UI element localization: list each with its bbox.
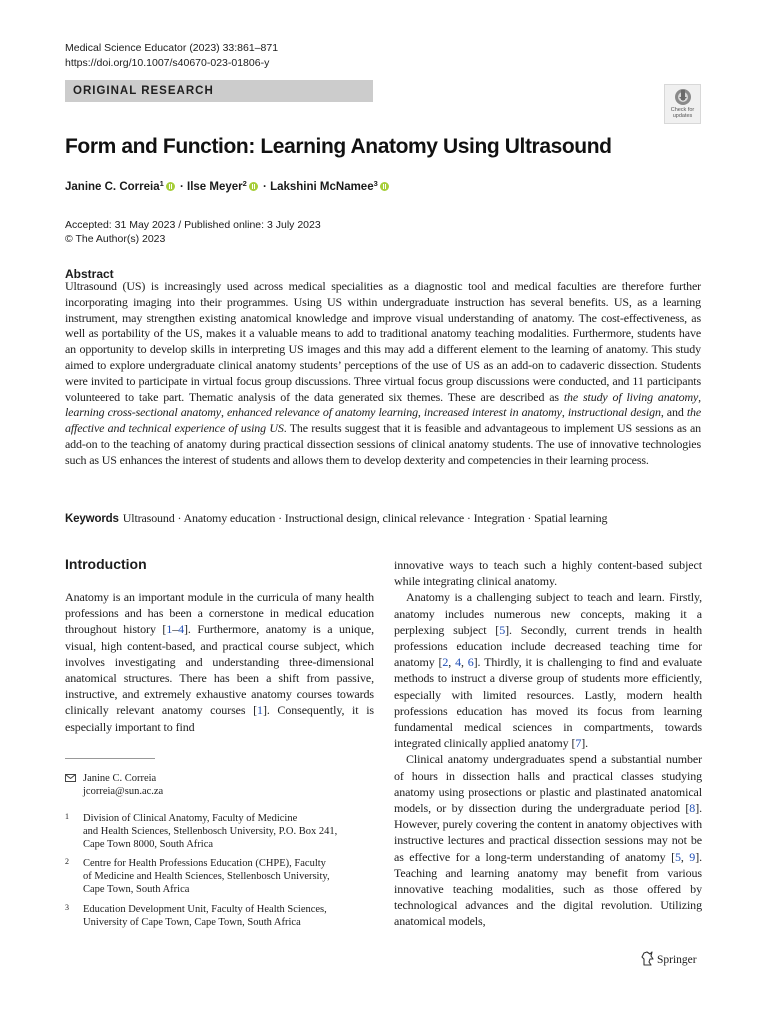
check-updates-icon (674, 88, 692, 106)
abstract-theme: the affective and technical experience of using US (65, 405, 702, 436)
affiliation-line: of Medicine and Health Sciences, Stellenbosch University, (83, 871, 330, 883)
affiliation-footnote (65, 812, 365, 852)
paragraph-text: ]. (581, 736, 589, 751)
correspondence-name: Janine C. Correia (83, 773, 157, 784)
article-dates (65, 218, 321, 246)
correspondence-footnote (65, 772, 365, 802)
paragraph-text: Clinical anatomy undergraduates spend a substantial number of hours in dissection halls and practical classes studying anatomy using prosections or plastic and plastinated anatomical models, or by dissection during the undergraduate period [ (394, 752, 702, 816)
affiliation-number: 1 (65, 812, 69, 821)
check-for-updates-badge[interactable] (664, 84, 701, 124)
springer-horse-icon (641, 951, 654, 966)
paragraph-text: ]. Furthermore, anatomy is a unique, visual, high content-based, and practical course subject, which involves investigating and understanding three-dimensional anatomical structures. There has been a shift from passive, instructive, and extremely exhaustive anatomy courses towards clinically relevant anatomy courses [ (65, 622, 374, 718)
paragraph-text: ]. Thirdly, it is challenging to find and evaluate methods to instruct a diverse group of students more efficiently, especially with limited resources. Lastly, modern health professions education has moved its focus from learning fundamental medical sciences in compartments, towards integrated clinically applied anatomy [ (394, 655, 702, 751)
citation-link[interactable]: 5 (499, 622, 506, 637)
author-list (65, 179, 391, 195)
author-name[interactable]: Lakshini McNamee (270, 181, 374, 193)
affiliation-line: Centre for Health Professions Education (CHPE), Faculty (83, 858, 326, 869)
check-updates-line1: Check for (670, 107, 695, 113)
author-affiliation-number: 1 (159, 179, 164, 188)
affiliation-number: 2 (65, 857, 69, 866)
paragraph-text: ]. Teaching and learning anatomy may benefit from various innovative teaching modalities, such as those offered by technological advances and the digital revolution. Utilizing anatomical models, (394, 849, 702, 929)
orcid-icon[interactable] (380, 182, 389, 191)
abstract-text: Ultrasound (US) is increasingly used across medical specialities as a diagnostic tool and medical faculties are therefore further incorporating imaging into their programmes. Using US within undergraduate instruction has several benefits. US, as a learning instrument, may strengthen existing anatomical knowledge and improve visual understanding of anatomy. The cost-effectiveness, as well as portability of the US, makes it a valuable means to add to traditional anatomy teaching modalities. Furthermore, students have an opportunity to develop skills in interpreting US images and this may add a different element to the learning of anatomy. This study aimed to explore undergraduate clinical anatomy students’ perceptions of the use of US as an add-on to cadaveric dissection. Students were invited to participate in virtual focus group discussions. Three virtual focus group discussions were conducted, and 11 participants volunteered to take part. Thematic analysis of the data generated six themes. These are described as (65, 279, 701, 404)
abstract-theme: the study of living anatomy (563, 389, 699, 404)
citation-link[interactable]: 7 (575, 736, 582, 751)
left-column (65, 589, 374, 735)
abstract-separator: , and (660, 405, 687, 420)
paragraph-text: , (460, 655, 468, 670)
doi-link[interactable]: https://doi.org/10.1007/s40670-023-01806-y (65, 57, 270, 69)
affiliation-footnote (65, 857, 365, 897)
article-title: Form and Function: Learning Anatomy Using Ultrasound (65, 135, 612, 158)
abstract-theme: enhanced relevance of anatomy learning (226, 405, 418, 420)
keywords-line (65, 510, 607, 527)
paragraph (394, 751, 702, 929)
affiliation-line: Cape Town 8000, South Africa (83, 839, 214, 851)
author-separator: · (263, 181, 267, 193)
orcid-icon[interactable] (166, 182, 175, 191)
right-column (394, 557, 702, 930)
keywords-list: Ultrasound · Anatomy education · Instructional design, clinical relevance · Integration · Spatial learning (122, 511, 608, 525)
paragraph (394, 589, 702, 751)
footnote-divider (65, 758, 155, 759)
publisher-name: Springer (657, 954, 697, 966)
paragraph (65, 589, 374, 735)
abstract-separator: , (561, 405, 568, 420)
introduction-heading: Introduction (65, 556, 147, 572)
paragraph: innovative ways to teach such a highly content-based subject while integrating clinical anatomy. (394, 558, 702, 589)
abstract-heading: Abstract (65, 267, 114, 281)
affiliation-footnote (65, 903, 365, 931)
abstract-body (65, 279, 701, 469)
author-separator: · (179, 181, 184, 193)
author-affiliation-number: 3 (373, 179, 378, 188)
article-type-banner: ORIGINAL RESEARCH (65, 80, 373, 102)
abstract-theme: increased interest in anatomy (423, 405, 562, 420)
accepted-published-date: Accepted: 31 May 2023 / Published online: 3 July 2023 (65, 219, 321, 231)
keywords-label: Keywords (65, 513, 119, 525)
abstract-theme: instructional design (567, 405, 661, 420)
citation-link[interactable]: 1 (166, 622, 173, 637)
citation-link[interactable]: 4 (455, 655, 461, 670)
author-name[interactable]: Janine C. Correia (65, 181, 160, 193)
journal-header (65, 41, 278, 71)
paragraph-text: Anatomy is an important module in the curricula of many health professions and has been a cornerstone in medical education throughout history [ (65, 590, 374, 637)
abstract-text: . The results suggest that it is feasible and advantageous to implement US sessions as an add-on to the teaching of anatomy during practical dissection sessions of clinical anatomy students. The use of innovative technologies such as US enhances the interest of students and allows them to develop dexterity and competencies in their learning process. (65, 421, 701, 467)
abstract-separator: , (698, 389, 701, 404)
correspondence-email[interactable]: jcorreia@sun.ac.za (83, 786, 164, 798)
affiliation-line: Education Development Unit, Faculty of Health Sciences, (83, 904, 327, 915)
citation-link[interactable]: 4 (178, 622, 185, 637)
citation-link[interactable]: 5 (674, 849, 681, 864)
abstract-separator: , (417, 405, 424, 420)
paragraph-text: ]. Secondly, current trends in health professions education include decreased teaching time for anatomy [ (394, 622, 702, 670)
paragraph-text: – (172, 622, 179, 637)
citation-link[interactable]: 6 (467, 655, 474, 670)
check-updates-line2: updates (672, 113, 693, 119)
citation-link[interactable]: 2 (442, 655, 449, 670)
orcid-icon[interactable] (249, 182, 258, 191)
author-affiliation-number: 2 (242, 179, 247, 188)
citation-link[interactable]: 8 (689, 801, 696, 816)
affiliation-number: 3 (65, 903, 69, 912)
affiliation-line: Cape Town, South Africa (83, 884, 190, 896)
author-name[interactable]: Ilse Meyer (187, 181, 243, 193)
publisher-logo (641, 951, 697, 968)
affiliation-line: Division of Clinical Anatomy, Faculty of Medicine (83, 813, 298, 824)
paragraph-text: Anatomy is a challenging subject to teach and learn. Firstly, anatomy includes numerous new concepts, making it a perplexing subject [ (394, 590, 702, 637)
journal-citation: Medical Science Educator (2023) 33:861–871 (65, 42, 279, 54)
paragraph-text: ]. However, purely covering the content in anatomy objectives with instructive lectures and practical dissection sessions may not be as effective for a long-term understanding of anatomy [ (394, 801, 702, 864)
citation-link[interactable]: 9 (689, 849, 696, 864)
affiliation-line: and Health Sciences, Stellenbosch University, P.O. Box 241, (83, 826, 338, 838)
envelope-icon (65, 774, 76, 782)
affiliation-line: University of Cape Town, Cape Town, South Africa (83, 917, 301, 929)
abstract-separator: , (220, 405, 227, 420)
citation-link[interactable]: 1 (257, 703, 263, 718)
paragraph-text: ]. Consequently, it is especially important to find (65, 703, 374, 734)
paragraph-text: , (680, 849, 690, 864)
paragraph-text: , (448, 655, 456, 670)
abstract-theme: learning cross-sectional anatomy (65, 405, 221, 420)
copyright-notice: © The Author(s) 2023 (65, 233, 166, 245)
